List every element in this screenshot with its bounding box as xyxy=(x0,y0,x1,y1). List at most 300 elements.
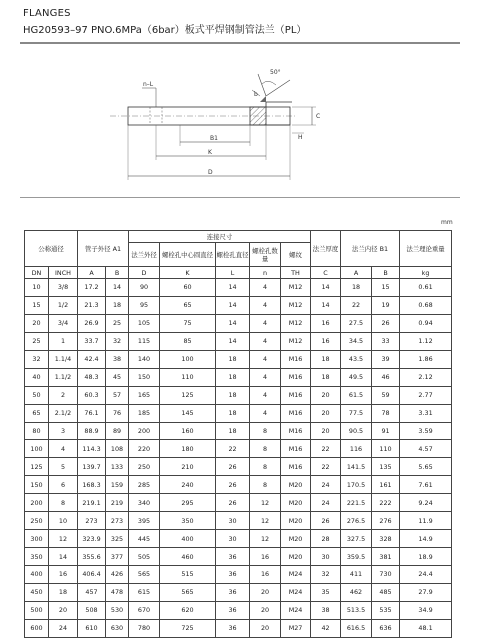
table-cell: 30 xyxy=(216,530,250,548)
table-cell: 110 xyxy=(160,368,216,386)
unit-cell: DN xyxy=(25,267,49,279)
table-cell: 1.1/2 xyxy=(49,368,78,386)
table-cell: 14 xyxy=(311,296,341,314)
table-cell: 133 xyxy=(106,458,129,476)
table-cell: 20 xyxy=(311,386,341,404)
table-cell: 18 xyxy=(311,368,341,386)
unit-cell: K xyxy=(160,267,216,279)
table-cell: 445 xyxy=(129,530,160,548)
table-cell: 725 xyxy=(160,619,216,637)
unit-cell: B xyxy=(106,267,129,279)
table-cell: M24 xyxy=(281,566,311,584)
table-cell: 14 xyxy=(106,279,129,297)
table-cell: 18.9 xyxy=(400,548,452,566)
table-cell: 22 xyxy=(341,296,372,314)
table-cell: 95 xyxy=(129,296,160,314)
h-label: H xyxy=(298,134,303,141)
table-cell: 46 xyxy=(372,368,400,386)
table-cell: 485 xyxy=(372,583,400,601)
table-cell: M12 xyxy=(281,332,311,350)
table-cell: 3/8 xyxy=(49,279,78,297)
table-row xyxy=(25,619,452,637)
table-cell: 36 xyxy=(216,619,250,637)
table-cell: 220 xyxy=(129,440,160,458)
table-cell: 4 xyxy=(250,279,281,297)
unit-cell: n xyxy=(250,267,281,279)
table-cell: 505 xyxy=(129,548,160,566)
table-cell: 168.3 xyxy=(78,476,106,494)
table-cell: 616.5 xyxy=(341,619,372,637)
table-row xyxy=(25,530,452,548)
table-cell: 323.9 xyxy=(78,530,106,548)
table-row xyxy=(25,296,452,314)
table-cell: 406.4 xyxy=(78,566,106,584)
table-cell: 5 xyxy=(49,458,78,476)
table-cell: 35 xyxy=(311,583,341,601)
table-cell: 8 xyxy=(250,476,281,494)
table-cell: 565 xyxy=(129,566,160,584)
table-cell: 4 xyxy=(49,440,78,458)
table-cell: 250 xyxy=(129,458,160,476)
table-cell: 20 xyxy=(49,601,78,619)
table-cell: 4 xyxy=(250,386,281,404)
table-cell: M12 xyxy=(281,314,311,332)
table-cell: 100 xyxy=(25,440,49,458)
table-cell: 89 xyxy=(106,422,129,440)
table-cell: 2 xyxy=(49,386,78,404)
table-cell: 600 xyxy=(25,619,49,637)
table-cell: 457 xyxy=(78,583,106,601)
header-bolt-circle: 螺栓孔中心圆直径 xyxy=(160,243,216,267)
table-cell: 25 xyxy=(106,314,129,332)
table-cell: 36 xyxy=(216,548,250,566)
table-cell: 8 xyxy=(250,440,281,458)
table-cell: 0.61 xyxy=(400,279,452,297)
table-cell: 200 xyxy=(25,494,49,512)
table-cell: 65 xyxy=(160,296,216,314)
table-cell: 508 xyxy=(78,601,106,619)
table-cell: 5.65 xyxy=(400,458,452,476)
table-cell: 780 xyxy=(129,619,160,637)
table-cell: M27 xyxy=(281,619,311,637)
table-cell: 24 xyxy=(49,619,78,637)
table-cell: 8 xyxy=(250,458,281,476)
table-cell: 14 xyxy=(311,279,341,297)
table-cell: 48.1 xyxy=(400,619,452,637)
table-cell: 615 xyxy=(129,583,160,601)
table-cell: 16 xyxy=(250,548,281,566)
table-cell: 16 xyxy=(250,566,281,584)
table-cell: 530 xyxy=(106,601,129,619)
header-flange-od: 法兰外径 xyxy=(129,243,160,267)
table-cell: 76 xyxy=(106,404,129,422)
table-row xyxy=(25,458,452,476)
table-cell: 100 xyxy=(160,350,216,368)
table-cell: 33.7 xyxy=(78,332,106,350)
table-cell: 222 xyxy=(372,494,400,512)
header-nominal-size: 公称通径 xyxy=(25,231,78,267)
table-cell: M16 xyxy=(281,422,311,440)
table-cell: 359.5 xyxy=(341,548,372,566)
table-cell: 0.94 xyxy=(400,314,452,332)
table-cell: 150 xyxy=(129,368,160,386)
table-cell: 161 xyxy=(372,476,400,494)
table-cell: 160 xyxy=(160,422,216,440)
table-cell: M20 xyxy=(281,548,311,566)
unit-cell: D xyxy=(129,267,160,279)
table-cell: 25 xyxy=(25,332,49,350)
table-cell: 26 xyxy=(216,458,250,476)
table-cell: 2.77 xyxy=(400,386,452,404)
table-cell: 36 xyxy=(216,566,250,584)
table-cell: 42 xyxy=(311,619,341,637)
table-cell: 14 xyxy=(216,279,250,297)
unit-cell: A xyxy=(78,267,106,279)
table-cell: 145 xyxy=(160,404,216,422)
table-cell: M20 xyxy=(281,494,311,512)
table-cell: 59 xyxy=(372,386,400,404)
table-cell: 630 xyxy=(106,619,129,637)
table-cell: 39 xyxy=(372,350,400,368)
table-cell: 1.12 xyxy=(400,332,452,350)
table-row xyxy=(25,386,452,404)
table-cell: 18 xyxy=(106,296,129,314)
table-cell: 20 xyxy=(25,314,49,332)
table-cell: M12 xyxy=(281,296,311,314)
angle-label: 50° xyxy=(270,69,281,76)
table-cell: 14 xyxy=(216,332,250,350)
table-cell: 18 xyxy=(216,422,250,440)
table-cell: 90.5 xyxy=(341,422,372,440)
table-cell: 78 xyxy=(372,404,400,422)
table-cell: 30 xyxy=(311,548,341,566)
table-cell: M24 xyxy=(281,601,311,619)
table-row xyxy=(25,583,452,601)
table-cell: 32 xyxy=(25,350,49,368)
n-l-label: n–L xyxy=(143,81,154,88)
table-cell: 670 xyxy=(129,601,160,619)
table-cell: 48.3 xyxy=(78,368,106,386)
table-cell: 295 xyxy=(160,494,216,512)
table-cell: 34.5 xyxy=(341,332,372,350)
table-cell: M16 xyxy=(281,368,311,386)
table-cell: 221.5 xyxy=(341,494,372,512)
table-cell: 219.1 xyxy=(78,494,106,512)
table-cell: 18 xyxy=(49,583,78,601)
table-cell: 350 xyxy=(160,512,216,530)
table-cell: 250 xyxy=(25,512,49,530)
table-cell: 20 xyxy=(311,404,341,422)
unit-cell: TH xyxy=(281,267,311,279)
unit-cell: C xyxy=(311,267,341,279)
header-divider xyxy=(20,42,460,44)
table-cell: 36 xyxy=(216,601,250,619)
table-cell: 4 xyxy=(250,404,281,422)
table-cell: 18 xyxy=(216,386,250,404)
table-cell: 26.9 xyxy=(78,314,106,332)
unit-label: mm xyxy=(441,219,453,226)
table-cell: 33 xyxy=(372,332,400,350)
table-row xyxy=(25,440,452,458)
table-cell: 60.3 xyxy=(78,386,106,404)
table-row xyxy=(25,368,452,386)
b1-label: B1 xyxy=(210,135,218,142)
table-cell: 273 xyxy=(78,512,106,530)
table-cell: 18 xyxy=(311,350,341,368)
hatched-section xyxy=(250,107,266,125)
table-cell: 300 xyxy=(25,530,49,548)
header-thread: 螺纹 xyxy=(281,243,311,267)
flange-cross-section-drawing xyxy=(80,60,380,190)
table-cell: 18 xyxy=(216,368,250,386)
table-cell: 159 xyxy=(106,476,129,494)
table-cell: 108 xyxy=(106,440,129,458)
header-connection: 连接尺寸 xyxy=(129,231,311,243)
table-cell: 18 xyxy=(216,350,250,368)
table-cell: 76.1 xyxy=(78,404,106,422)
table-row xyxy=(25,279,452,297)
table-row xyxy=(25,566,452,584)
table-cell: 610 xyxy=(78,619,106,637)
table-cell: M24 xyxy=(281,583,311,601)
table-cell: 16 xyxy=(311,314,341,332)
table-cell: 450 xyxy=(25,583,49,601)
table-cell: 80 xyxy=(25,422,49,440)
table-cell: 27.9 xyxy=(400,583,452,601)
table-cell: 43.5 xyxy=(341,350,372,368)
table-cell: 426 xyxy=(106,566,129,584)
table-cell: 88.9 xyxy=(78,422,106,440)
table-cell: 20 xyxy=(250,619,281,637)
table-cell: M16 xyxy=(281,350,311,368)
table-cell: 20 xyxy=(250,583,281,601)
table-cell: 3.31 xyxy=(400,404,452,422)
table-cell: M16 xyxy=(281,458,311,476)
table-cell: 20 xyxy=(250,601,281,619)
pipe-outline xyxy=(266,102,292,107)
table-cell: 26 xyxy=(216,494,250,512)
table-row xyxy=(25,422,452,440)
table-cell: 16 xyxy=(49,566,78,584)
table-cell: 515 xyxy=(160,566,216,584)
table-cell: M20 xyxy=(281,530,311,548)
table-cell: 16 xyxy=(311,332,341,350)
table-cell: 7.61 xyxy=(400,476,452,494)
table-cell: 12 xyxy=(250,512,281,530)
spec-table-body xyxy=(25,279,452,638)
table-cell: 36 xyxy=(216,583,250,601)
header-weight: 法兰理论重量 xyxy=(400,231,452,267)
table-cell: 327.5 xyxy=(341,530,372,548)
table-cell: 91 xyxy=(372,422,400,440)
units-row xyxy=(25,267,452,279)
table-cell: 1.86 xyxy=(400,350,452,368)
table-cell: 8 xyxy=(250,422,281,440)
table-cell: 377 xyxy=(106,548,129,566)
table-cell: 135 xyxy=(372,458,400,476)
table-cell: M20 xyxy=(281,476,311,494)
table-cell: 355.6 xyxy=(78,548,106,566)
table-cell: 22 xyxy=(311,440,341,458)
header-bolt-count: 螺栓孔数量 xyxy=(250,243,281,267)
table-cell: 240 xyxy=(160,476,216,494)
table-cell: 185 xyxy=(129,404,160,422)
table-cell: 30 xyxy=(216,512,250,530)
table-cell: 75 xyxy=(160,314,216,332)
table-cell: 12 xyxy=(250,494,281,512)
table-row xyxy=(25,601,452,619)
table-row xyxy=(25,350,452,368)
table-cell: 15 xyxy=(372,279,400,297)
c-label: C xyxy=(316,113,321,120)
table-cell: 500 xyxy=(25,601,49,619)
angle-arc xyxy=(262,81,276,85)
table-cell: 114.3 xyxy=(78,440,106,458)
table-cell: 57 xyxy=(106,386,129,404)
table-cell: 4 xyxy=(250,332,281,350)
table-cell: 395 xyxy=(129,512,160,530)
table-cell: 15 xyxy=(25,296,49,314)
unit-cell: A xyxy=(341,267,372,279)
table-cell: 45 xyxy=(106,368,129,386)
table-cell: 21.3 xyxy=(78,296,106,314)
unit-cell: kg xyxy=(400,267,452,279)
table-cell: 400 xyxy=(25,566,49,584)
table-cell: 210 xyxy=(160,458,216,476)
table-cell: M12 xyxy=(281,279,311,297)
header-bolt-hole: 螺栓孔直径 xyxy=(216,243,250,267)
table-cell: 18 xyxy=(216,404,250,422)
d-label: D xyxy=(208,169,213,176)
table-cell: 4.57 xyxy=(400,440,452,458)
table-cell: 110 xyxy=(372,440,400,458)
table-cell: 565 xyxy=(160,583,216,601)
table-cell: 38 xyxy=(311,601,341,619)
table-cell: 14.9 xyxy=(400,530,452,548)
table-cell: 325 xyxy=(106,530,129,548)
table-cell: 10 xyxy=(49,512,78,530)
table-cell: 141.5 xyxy=(341,458,372,476)
table-cell: 460 xyxy=(160,548,216,566)
table-cell: 105 xyxy=(129,314,160,332)
table-cell: 276.5 xyxy=(341,512,372,530)
table-cell: M16 xyxy=(281,386,311,404)
table-cell: 24 xyxy=(311,494,341,512)
table-cell: 1/2 xyxy=(49,296,78,314)
table-cell: 4 xyxy=(250,368,281,386)
table-cell: 116 xyxy=(341,440,372,458)
table-cell: 3/4 xyxy=(49,314,78,332)
table-cell: 535 xyxy=(372,601,400,619)
table-cell: 200 xyxy=(129,422,160,440)
unit-cell: INCH xyxy=(49,267,78,279)
table-cell: 19 xyxy=(372,296,400,314)
table-cell: 27.5 xyxy=(341,314,372,332)
table-cell: 65 xyxy=(25,404,49,422)
section-divider xyxy=(20,197,460,198)
table-cell: 26 xyxy=(372,314,400,332)
table-cell: 38 xyxy=(106,350,129,368)
table-cell: 26 xyxy=(216,476,250,494)
table-cell: 636 xyxy=(372,619,400,637)
table-row xyxy=(25,476,452,494)
table-row xyxy=(25,512,452,530)
header-thickness: 法兰厚度 xyxy=(311,231,341,267)
table-cell: 4 xyxy=(250,350,281,368)
table-cell: 20 xyxy=(311,422,341,440)
table-cell: 1 xyxy=(49,332,78,350)
table-cell: 40 xyxy=(25,368,49,386)
table-cell: 139.7 xyxy=(78,458,106,476)
table-cell: 18 xyxy=(341,279,372,297)
table-cell: 9.24 xyxy=(400,494,452,512)
table-cell: 3.59 xyxy=(400,422,452,440)
table-cell: 32 xyxy=(106,332,129,350)
table-cell: 219 xyxy=(106,494,129,512)
table-cell: 60 xyxy=(160,279,216,297)
b-label: b xyxy=(254,91,258,98)
table-cell: 140 xyxy=(129,350,160,368)
table-cell: 77.5 xyxy=(341,404,372,422)
table-cell: 17.2 xyxy=(78,279,106,297)
table-row xyxy=(25,404,452,422)
k-label: K xyxy=(208,149,212,156)
table-cell: 462 xyxy=(341,583,372,601)
table-cell: 2.12 xyxy=(400,368,452,386)
table-cell: 411 xyxy=(341,566,372,584)
header-bore: 法兰内径 B1 xyxy=(341,231,400,267)
table-cell: 328 xyxy=(372,530,400,548)
table-cell: 4 xyxy=(250,296,281,314)
table-cell: 6 xyxy=(49,476,78,494)
table-cell: 165 xyxy=(129,386,160,404)
table-cell: 61.5 xyxy=(341,386,372,404)
table-cell: 150 xyxy=(25,476,49,494)
angle-line-1 xyxy=(258,74,266,96)
table-cell: 4 xyxy=(250,314,281,332)
header-pipe-od: 管子外径 A1 xyxy=(78,231,129,267)
table-cell: 12 xyxy=(49,530,78,548)
table-cell: 125 xyxy=(160,386,216,404)
table-cell: 26 xyxy=(311,512,341,530)
table-cell: 340 xyxy=(129,494,160,512)
table-cell: 24 xyxy=(311,476,341,494)
table-cell: 478 xyxy=(106,583,129,601)
table-cell: 276 xyxy=(372,512,400,530)
table-cell: 513.5 xyxy=(341,601,372,619)
table-cell: 2.1/2 xyxy=(49,404,78,422)
table-cell: 11.9 xyxy=(400,512,452,530)
table-cell: 285 xyxy=(129,476,160,494)
table-cell: 12 xyxy=(250,530,281,548)
table-cell: 28 xyxy=(311,530,341,548)
table-cell: 8 xyxy=(49,494,78,512)
table-cell: 50 xyxy=(25,386,49,404)
table-cell: 115 xyxy=(129,332,160,350)
table-cell: 34.9 xyxy=(400,601,452,619)
table-cell: M20 xyxy=(281,512,311,530)
table-cell: 170.5 xyxy=(341,476,372,494)
unit-cell: B xyxy=(372,267,400,279)
document-title: FLANGES xyxy=(23,8,71,19)
table-cell: 85 xyxy=(160,332,216,350)
table-cell: 10 xyxy=(25,279,49,297)
table-cell: 14 xyxy=(216,296,250,314)
table-cell: 22 xyxy=(311,458,341,476)
table-cell: 1.1/4 xyxy=(49,350,78,368)
table-cell: 42.4 xyxy=(78,350,106,368)
table-cell: 22 xyxy=(216,440,250,458)
